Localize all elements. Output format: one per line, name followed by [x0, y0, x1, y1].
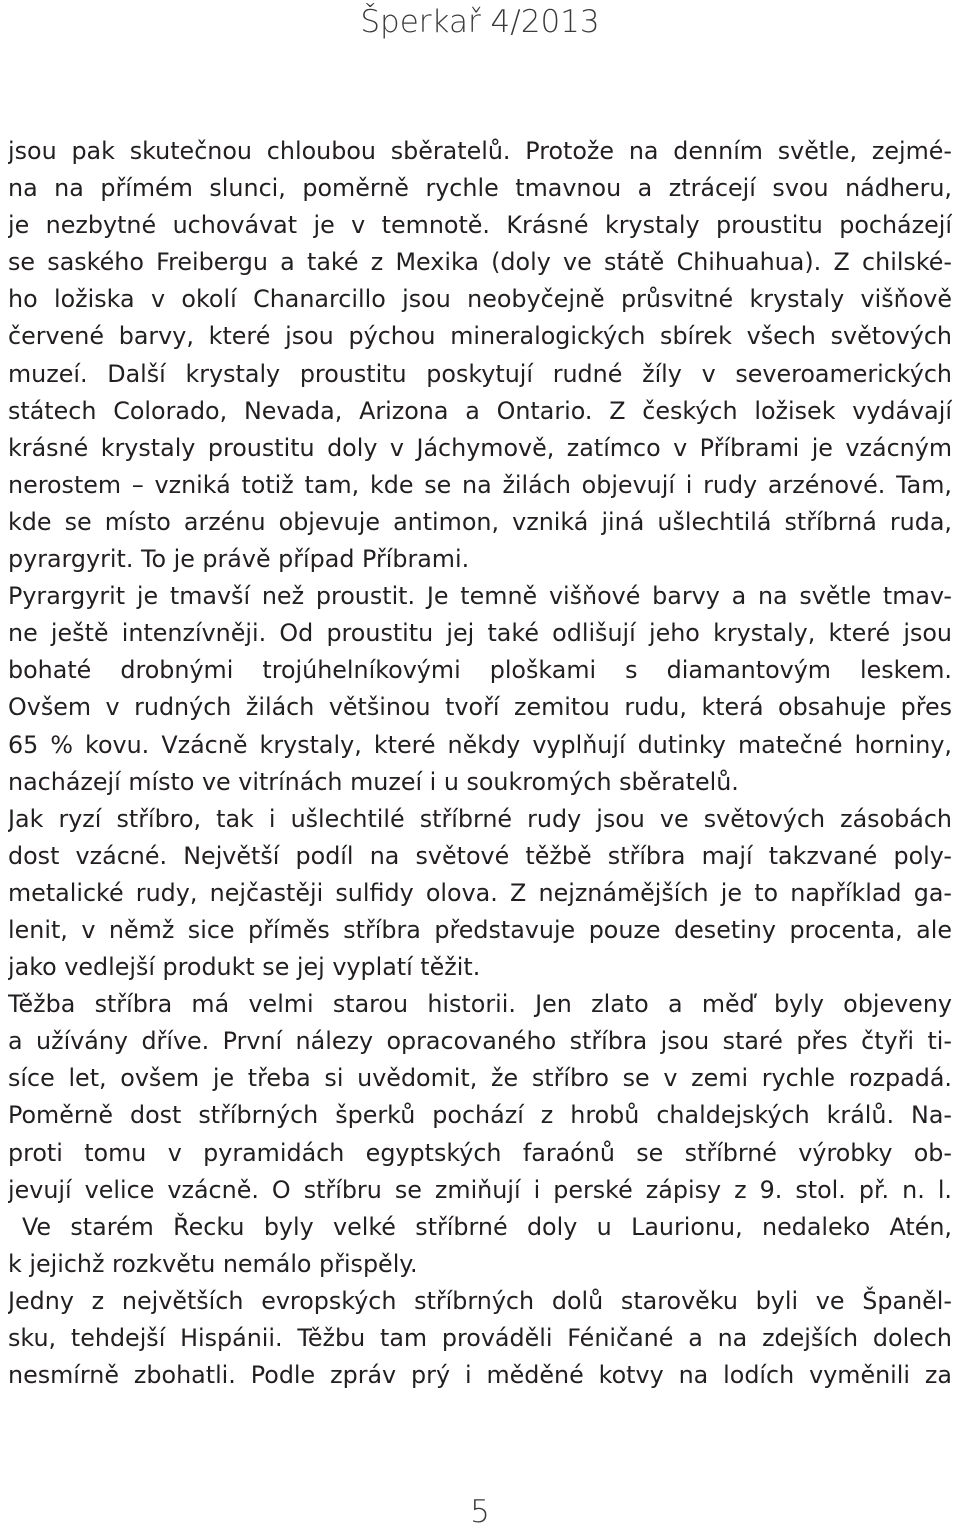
text-line: muzeí. Další krystaly proustitu poskytují rudné žíly v severoamerických — [8, 359, 952, 388]
text-line: nacházejí místo ve vitrínách muzeí i u soukromých sběratelů. — [8, 767, 739, 796]
text-line: Pyrargyrit je tmavší než proustit. Je temně višňové barvy a na světle tmav- — [8, 582, 952, 611]
text-line: pyrargyrit. To je právě případ Příbrami. — [8, 545, 470, 574]
text-line: Jedny z největších evropských stříbrných dolů starověku byli ve Španěl- — [8, 1286, 952, 1315]
text-line: jevují velice vzácně. O stříbru se zmiňují i perské zápisy z 9. stol. př. n. l. — [8, 1175, 952, 1204]
text-line: Těžba stříbra má velmi starou historii. Jen zlato a měď byly objeveny — [8, 990, 952, 1019]
text-line: metalické rudy, nejčastěji sulfidy olova. Z nejznámějších je to například ga- — [8, 878, 952, 907]
text-line: Ve starém Řecku byly velké stříbrné doly u Laurionu, nedaleko Atén, — [22, 1212, 952, 1241]
text-line: 65 % kovu. Vzácně krystaly, které někdy vyplňují dutinky matečné horniny, — [8, 730, 952, 759]
page-number: 5 — [470, 1494, 490, 1530]
text-line: na na přímém slunci, poměrně rychle tmavnou a ztrácejí svou nádheru, — [8, 174, 952, 203]
text-line: státech Colorado, Nevada, Arizona a Ontario. Z českých ložisek vydávají — [8, 396, 952, 425]
text-line: ho ložiska v okolí Chanarcillo jsou neobyčejně průsvitné krystaly višňově — [8, 285, 952, 314]
text-line: nerostem – vzniká totiž tam, kde se na žilách objevují i rudy arzénové. Tam, — [8, 470, 952, 499]
text-line: nesmírně zbohatli. Podle zpráv prý i měděné kotvy na lodích vyměnili za — [8, 1361, 952, 1390]
text-line: Ovšem v rudných žilách většinou tvoří zemitou rudu, která obsahuje přes — [8, 693, 952, 722]
text-line: bohaté drobnými trojúhelníkovými ploškami s diamantovým leskem. — [8, 656, 952, 685]
text-line: k jejichž rozkvětu nemálo přispěly. — [8, 1249, 418, 1278]
article-body — [8, 133, 952, 1394]
text-line: krásné krystaly proustitu doly v Jáchymově, zatímco v Příbrami je vzácným — [8, 433, 952, 462]
text-line: Jak ryzí stříbro, tak i ušlechtilé stříbrné rudy jsou ve světových zásobách — [8, 804, 952, 833]
text-line: sku, tehdejší Hispánii. Těžbu tam prováděli Féničané a na zdejších dolech — [8, 1324, 952, 1352]
text-line: jsou pak skutečnou chloubou sběratelů. Protože na denním světle, zejmé- — [8, 137, 952, 165]
text-line: jako vedlejší produkt se jej vyplatí těžit. — [8, 953, 481, 982]
text-line: ne ještě intenzívněji. Od proustitu jej také odlišují jeho krystaly, které jsou — [8, 619, 952, 648]
text-line: je nezbytné uchovávat je v temnotě. Krásné krystaly proustitu pocházejí — [8, 211, 952, 240]
publication-title: Šperkař 4/2013 — [360, 4, 600, 40]
text-line: červené barvy, které jsou pýchou mineralogických sbírek všech světových — [8, 322, 952, 351]
text-line: lenit, v němž sice příměs stříbra představuje pouze desetiny procenta, ale — [8, 915, 952, 944]
text-line: kde se místo arzénu objevuje antimon, vzniká jiná ušlechtilá stříbrná ruda, — [8, 507, 952, 536]
text-line: a užívány dříve. První nálezy opracovaného stříbra jsou staré přes čtyři ti- — [8, 1027, 952, 1056]
text-line: proti tomu v pyramidách egyptských faraónů se stříbrné výrobky ob- — [8, 1138, 952, 1167]
text-line: se saského Freibergu a také z Mexika (doly ve státě Chihuahua). Z chilské- — [8, 248, 952, 277]
text-line: síce let, ovšem je třeba si uvědomit, že stříbro se v zemi rychle rozpadá. — [8, 1064, 952, 1093]
text-line: Poměrně dost stříbrných šperků pochází z hrobů chaldejských králů. Na- — [8, 1101, 952, 1130]
running-header — [0, 0, 960, 52]
text-line: dost vzácné. Největší podíl na světové těžbě stříbra mají takzvané poly- — [8, 841, 952, 870]
